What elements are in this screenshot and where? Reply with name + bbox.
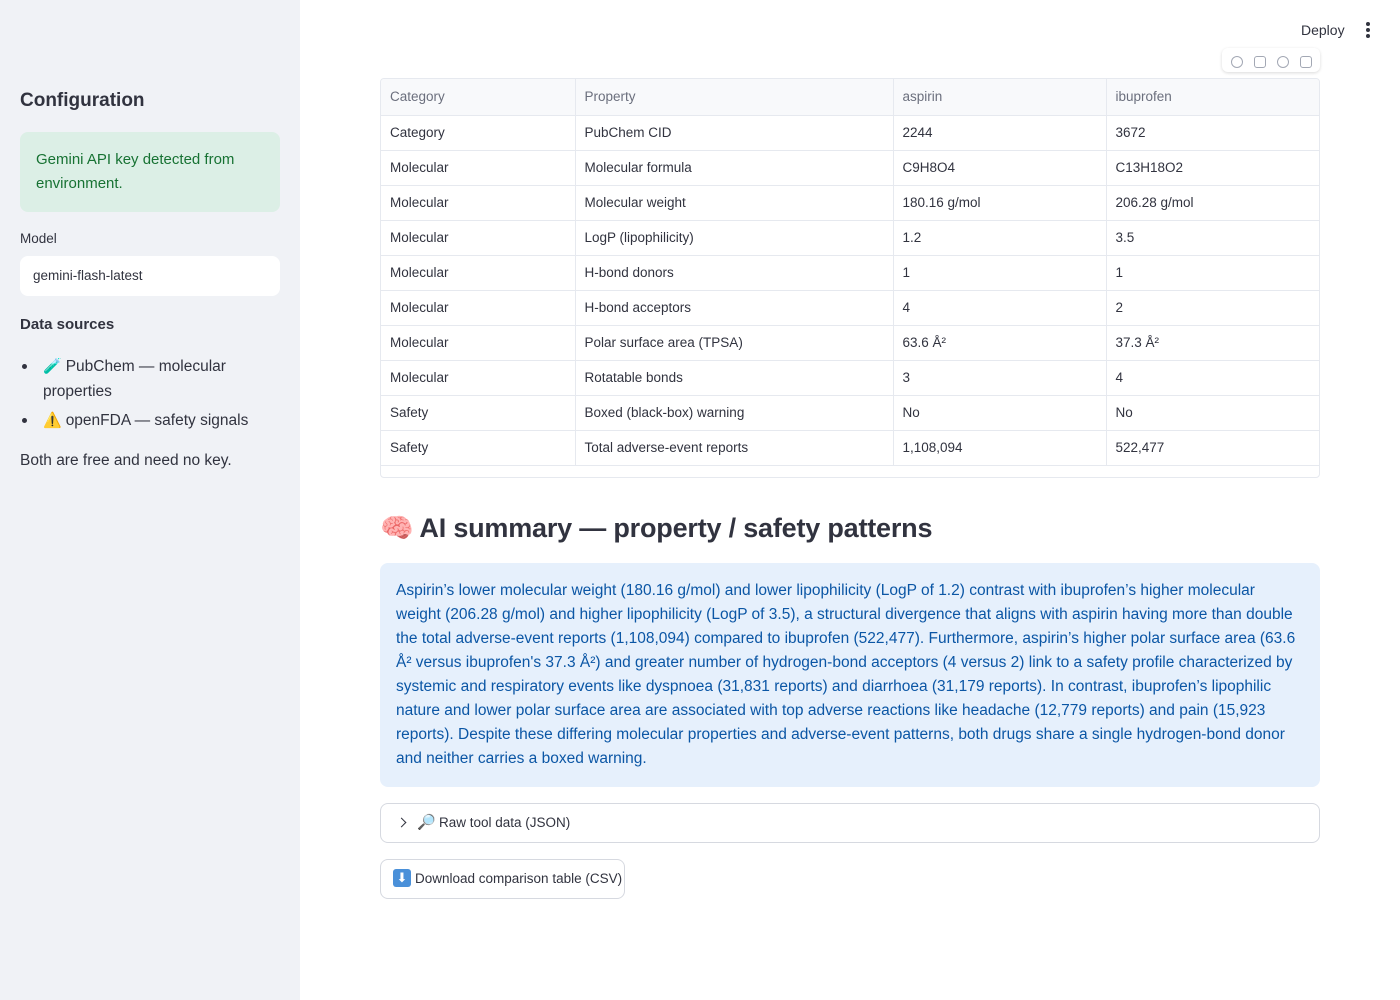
ai-summary-text: Aspirin’s lower molecular weight (180.16 g/mol) and lower lipophilicity (LogP of 1.2) contrast with ibuprofen’s higher molecular weight (206.28 g/mol) and higher lipophilicity (LogP of 3.5), a structural divergence that aligns with aspirin having more than double the total adverse-event reports (1,108,094) compared to ibuprofen (522,477). Furthermore, aspirin’s higher polar surface area (63.6 Å² versus ibuprofen's 37.3 Å²) and greater number of hydrogen-bond acceptors (4 versus 2) link to a safety profile characterized by systemic and respiratory events like dyspnoea (31,831 reports) and diarrhoea (31,179 reports). In contrast, ibuprofen’s lipophilic nature and lower polar surface area are associated with top adverse reactions like headache (12,779 reports) and pain (15,923 reports). Despite these differing molecular properties and adverse-event patterns, both drugs share a single hydrogen-bond donor and neither carries a boxed warning. [380,563,1320,787]
bullet-icon [22,364,27,369]
eye-icon[interactable] [1231,56,1243,68]
table-cell[interactable]: Molecular [381,290,575,325]
table-cell[interactable]: No [893,395,1106,430]
ai-summary-title: AI summary — property / safety patterns [419,513,933,543]
table-cell[interactable]: 37.3 Å² [1106,325,1320,360]
table-cell[interactable]: Molecular [381,255,575,290]
column-header[interactable]: aspirin [893,79,1106,115]
table-cell[interactable]: 4 [1106,360,1320,395]
table-cell[interactable]: 1 [1106,255,1320,290]
table-cell[interactable]: Safety [381,395,575,430]
table-cell[interactable]: 180.16 g/mol [893,185,1106,220]
table-cell[interactable]: 206.28 g/mol [1106,185,1320,220]
table-cell[interactable]: H-bond acceptors [575,290,893,325]
download-button-label: Download comparison table (CSV) [415,871,623,886]
table-row[interactable] [381,395,1320,430]
chevron-right-icon [397,818,407,828]
table-cell[interactable]: Molecular [381,360,575,395]
table-row[interactable] [381,150,1320,185]
api-key-success-alert: Gemini API key detected from environment. [20,132,280,212]
vertical-dots-icon[interactable] [1360,17,1376,43]
model-input[interactable] [20,256,280,296]
table-cell[interactable]: Boxed (black-box) warning [575,395,893,430]
model-label: Model [20,231,57,246]
magnifier-icon: 🔎 [417,814,436,831]
table-row[interactable] [381,220,1320,255]
column-header[interactable]: Property [575,79,893,115]
test-tube-icon: 🧪 [43,358,62,375]
table-row[interactable] [381,430,1320,465]
table-cell[interactable]: PubChem CID [575,115,893,150]
download-csv-button[interactable] [380,859,625,899]
warning-icon: ⚠️ [43,412,62,429]
list-item [20,408,280,433]
source-label: PubChem — molecular properties [43,358,226,400]
table-cell[interactable]: Safety [381,430,575,465]
download-arrow-icon: ⬇ [393,869,411,887]
comparison-table[interactable] [380,78,1320,478]
table-cell[interactable]: 3.5 [1106,220,1320,255]
table-row[interactable] [381,290,1320,325]
data-sources-list [20,354,280,437]
table-row[interactable] [381,360,1320,395]
table-cell[interactable]: 1.2 [893,220,1106,255]
table-cell[interactable]: 522,477 [1106,430,1320,465]
ai-summary-heading [380,512,932,544]
table-cell[interactable]: C13H18O2 [1106,150,1320,185]
table-cell[interactable]: 2 [1106,290,1320,325]
table-cell[interactable]: Polar surface area (TPSA) [575,325,893,360]
data-sources-title: Data sources [20,316,115,333]
table-toolbar [1222,48,1320,72]
table-cell[interactable]: Molecular weight [575,185,893,220]
search-icon[interactable] [1277,56,1289,68]
table-cell[interactable]: C9H8O4 [893,150,1106,185]
download-icon[interactable] [1254,56,1266,68]
table-cell[interactable]: Molecular [381,185,575,220]
sidebar-footer-note: Both are free and need no key. [20,452,232,469]
table-cell[interactable]: 2244 [893,115,1106,150]
column-header[interactable]: ibuprofen [1106,79,1320,115]
table-cell[interactable]: No [1106,395,1320,430]
source-label: openFDA — safety signals [65,412,249,429]
table-cell[interactable]: 63.6 Å² [893,325,1106,360]
table-cell[interactable]: 3672 [1106,115,1320,150]
table-row[interactable] [381,185,1320,220]
table-cell[interactable]: Molecular [381,220,575,255]
table-row[interactable] [381,255,1320,290]
table-cell[interactable]: 1 [893,255,1106,290]
table-cell[interactable]: Molecular [381,325,575,360]
table-row[interactable] [381,115,1320,150]
raw-data-expander[interactable] [380,803,1320,843]
sidebar-title: Configuration [20,90,145,111]
table-cell[interactable]: Total adverse-event reports [575,430,893,465]
table-cell[interactable]: Molecular formula [575,150,893,185]
brain-icon: 🧠 [380,513,414,543]
fullscreen-icon[interactable] [1300,56,1312,68]
table-cell[interactable]: Molecular [381,150,575,185]
table-row[interactable] [381,325,1320,360]
list-item [20,354,280,404]
bullet-icon [22,418,27,423]
table-cell[interactable]: Rotatable bonds [575,360,893,395]
table-cell[interactable]: 4 [893,290,1106,325]
table-header-row [381,79,1320,115]
table-cell[interactable]: LogP (lipophilicity) [575,220,893,255]
table-cell[interactable]: 3 [893,360,1106,395]
column-header[interactable]: Category [381,79,575,115]
deploy-button[interactable]: Deploy [1301,22,1345,38]
table-cell[interactable]: H-bond donors [575,255,893,290]
table-cell[interactable]: 1,108,094 [893,430,1106,465]
sidebar [0,0,300,1000]
table-cell[interactable]: Category [381,115,575,150]
expander-label: Raw tool data (JSON) [439,815,571,830]
